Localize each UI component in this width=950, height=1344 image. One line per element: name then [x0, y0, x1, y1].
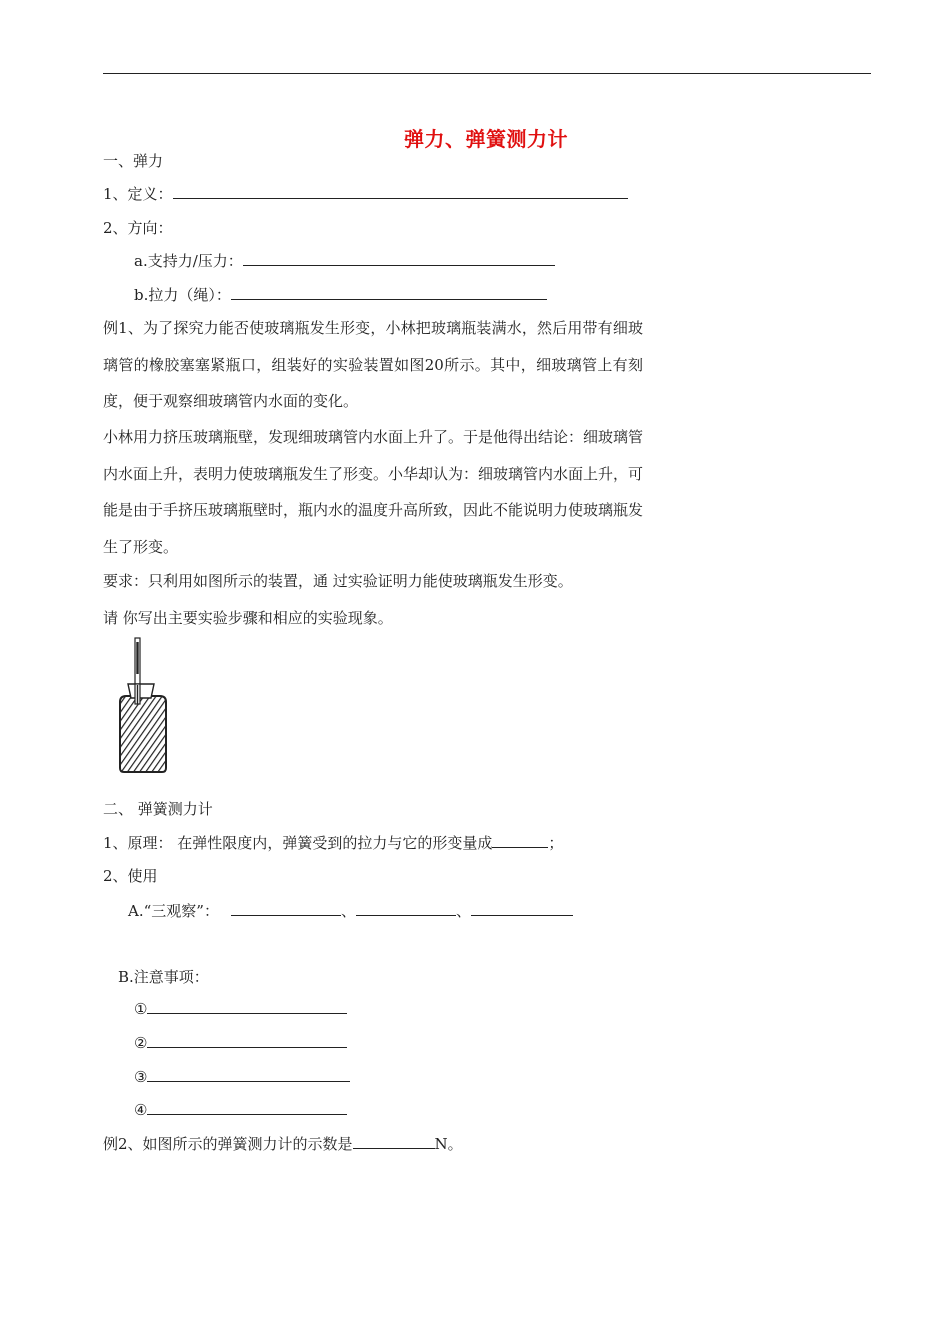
- note-blank-4[interactable]: [147, 1100, 347, 1115]
- example1-paragraph-1: 例1、为了探究力能否使玻璃瓶发生形变，小林把玻璃瓶装满水，然后用带有细玻璃管的橡胶塞塞紧瓶口，组装好的实验装置如图20所示。其中，细玻璃管上有刻度，便于观察细玻璃管内水面的变化。: [103, 319, 643, 410]
- observe-separator-2: 、: [455, 902, 471, 920]
- example1-paragraph-2: 小林用力挤压玻璃瓶壁，发现细玻璃管内水面上升了。于是他得出结论：细玻璃管内水面上升，表明力使玻璃瓶发生了形变。小华却认为：细玻璃管内水面上升，可能是由于手挤压玻璃瓶壁时，瓶内水的温度升高所致，因此不能说明力使玻璃瓶发生了形变。: [103, 428, 644, 556]
- observe-blank-2[interactable]: [356, 901, 456, 916]
- notes-label: B.注意事项：: [118, 968, 209, 986]
- principle-row: [103, 832, 563, 854]
- note-blank-3[interactable]: [147, 1067, 350, 1082]
- example1-requirement-1: 要求：只利用如图所示的装置，通 过实验证明力能使玻璃瓶发生形变。: [103, 572, 573, 590]
- bottle-apparatus-figure: [112, 636, 176, 776]
- observe-row: [128, 900, 573, 922]
- principle-end: ；: [548, 834, 564, 852]
- note-marker-3: ③: [134, 1068, 148, 1086]
- note-row-4: [134, 1099, 347, 1121]
- note-marker-2: ②: [134, 1034, 148, 1052]
- section2-heading: 二、 弹簧测力计: [103, 800, 213, 818]
- note-blank-1[interactable]: [147, 999, 347, 1014]
- principle-blank[interactable]: [492, 833, 548, 848]
- direction-a-label: a.支持力/压力：: [134, 252, 243, 270]
- direction-b-row: [134, 284, 547, 306]
- observe-label: A.“三观察”：: [128, 902, 219, 920]
- header-rule: [103, 73, 871, 74]
- example2-text: 例2、如图所示的弹簧测力计的示数是: [103, 1135, 353, 1153]
- page-title: 弹力、弹簧测力计: [404, 127, 568, 151]
- observe-blank-1[interactable]: [231, 901, 341, 916]
- definition-label: 1、定义：: [103, 185, 173, 203]
- note-marker-4: ④: [134, 1101, 148, 1119]
- observe-blank-3[interactable]: [471, 901, 573, 916]
- note-row-2: [134, 1032, 347, 1054]
- note-blank-2[interactable]: [147, 1033, 347, 1048]
- note-row-1: [134, 998, 347, 1020]
- definition-row: [103, 183, 628, 205]
- direction-a-row: [134, 250, 555, 272]
- direction-label: 2、方向：: [103, 219, 173, 237]
- example2-row: [103, 1133, 463, 1155]
- observe-separator-1: 、: [340, 902, 356, 920]
- note-marker-1: ①: [134, 1000, 148, 1018]
- example2-blank[interactable]: [353, 1134, 435, 1149]
- example1-requirement-2: 请 你写出主要实验步骤和相应的实验现象。: [103, 609, 393, 627]
- example2-unit: N。: [434, 1135, 463, 1153]
- definition-blank[interactable]: [173, 184, 628, 199]
- direction-b-label: b.拉力（绳）：: [134, 286, 231, 304]
- note-row-3: [134, 1066, 350, 1088]
- direction-b-blank[interactable]: [231, 285, 547, 300]
- section1-heading: 一、弹力: [103, 152, 164, 170]
- usage-label: 2、使用: [103, 867, 158, 885]
- direction-a-blank[interactable]: [243, 251, 555, 266]
- principle-label: 1、原理： 在弹性限度内，弹簧受到的拉力与它的形变量成: [103, 834, 493, 852]
